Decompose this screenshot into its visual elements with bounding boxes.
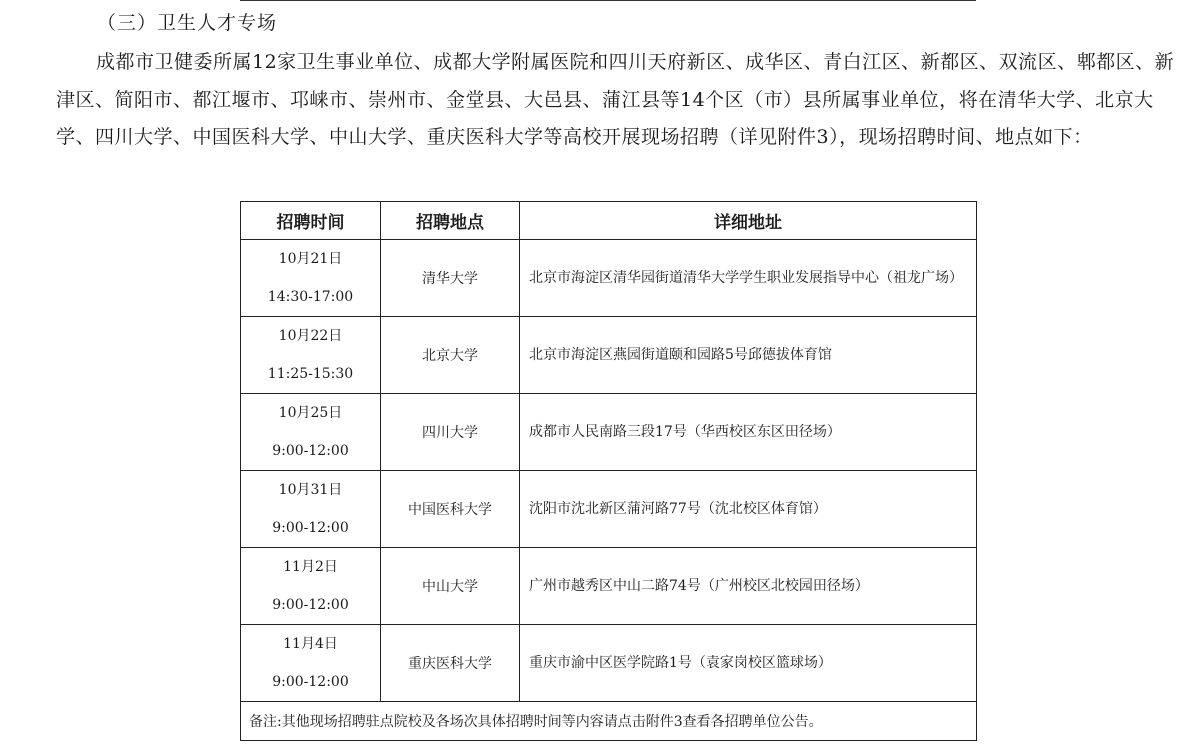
place-cell: 清华大学 — [381, 240, 520, 317]
date-text: 10月21日 — [278, 251, 343, 267]
table-note-row — [241, 702, 977, 741]
address-cell: 成都市人民南路三段17号（华西校区东区田径场） — [520, 394, 977, 471]
place-cell: 中国医科大学 — [381, 471, 520, 548]
time-text: 11:25-15:30 — [267, 366, 354, 382]
table-row — [241, 394, 977, 471]
place-cell: 中山大学 — [381, 548, 520, 625]
intro-paragraph: 成都市卫健委所属12家卫生事业单位、成都大学附属医院和四川天府新区、成华区、青白江区、新都区、双流区、郫都区、新津区、简阳市、都江堰市、邛崃市、崇州市、金堂县、大邑县、蒲江县等14个区（市）县所属事业单位，将在清华大学、北京大学、四川大学、中国医科大学、中山大学、重庆医科大学等高校开展现场招聘（详见附件3），现场招聘时间、地点如下： — [56, 51, 1175, 148]
time-cell — [241, 548, 381, 625]
date-text: 11月2日 — [283, 559, 338, 575]
header-time: 招聘时间 — [241, 202, 381, 240]
time-text: 9:00-12:00 — [272, 597, 349, 613]
table-row — [241, 240, 977, 317]
time-cell — [241, 240, 381, 317]
address-cell: 北京市海淀区清华园街道清华大学学生职业发展指导中心（祖龙广场） — [520, 240, 977, 317]
place-cell: 重庆医科大学 — [381, 625, 520, 702]
time-text: 14:30-17:00 — [267, 289, 354, 305]
address-cell: 北京市海淀区燕园街道颐和园路5号邱德拔体育馆 — [520, 317, 977, 394]
table-header-row — [241, 202, 977, 240]
section-heading: （三）卫生人才专场 — [97, 12, 278, 34]
header-address: 详细地址 — [520, 202, 977, 240]
place-cell: 北京大学 — [381, 317, 520, 394]
top-rule — [240, 0, 976, 1]
recruitment-table — [240, 201, 977, 741]
date-text: 10月31日 — [278, 482, 343, 498]
table-row — [241, 471, 977, 548]
time-cell — [241, 625, 381, 702]
table-note: 备注:其他现场招聘驻点院校及各场次具体招聘时间等内容请点击附件3查看各招聘单位公告。 — [241, 702, 977, 741]
address-cell: 沈阳市沈北新区蒲河路77号（沈北校区体育馆） — [520, 471, 977, 548]
table-row — [241, 625, 977, 702]
header-place: 招聘地点 — [381, 202, 520, 240]
table-row — [241, 548, 977, 625]
place-cell: 四川大学 — [381, 394, 520, 471]
address-cell: 重庆市渝中区医学院路1号（袁家岗校区篮球场） — [520, 625, 977, 702]
time-cell — [241, 394, 381, 471]
time-cell — [241, 317, 381, 394]
date-text: 10月22日 — [278, 328, 343, 344]
table-row — [241, 317, 977, 394]
time-text: 9:00-12:00 — [272, 674, 349, 690]
time-text: 9:00-12:00 — [272, 520, 349, 536]
date-text: 10月25日 — [278, 405, 343, 421]
address-cell: 广州市越秀区中山二路74号（广州校区北校园田径场） — [520, 548, 977, 625]
time-cell — [241, 471, 381, 548]
time-text: 9:00-12:00 — [272, 443, 349, 459]
date-text: 11月4日 — [283, 636, 338, 652]
